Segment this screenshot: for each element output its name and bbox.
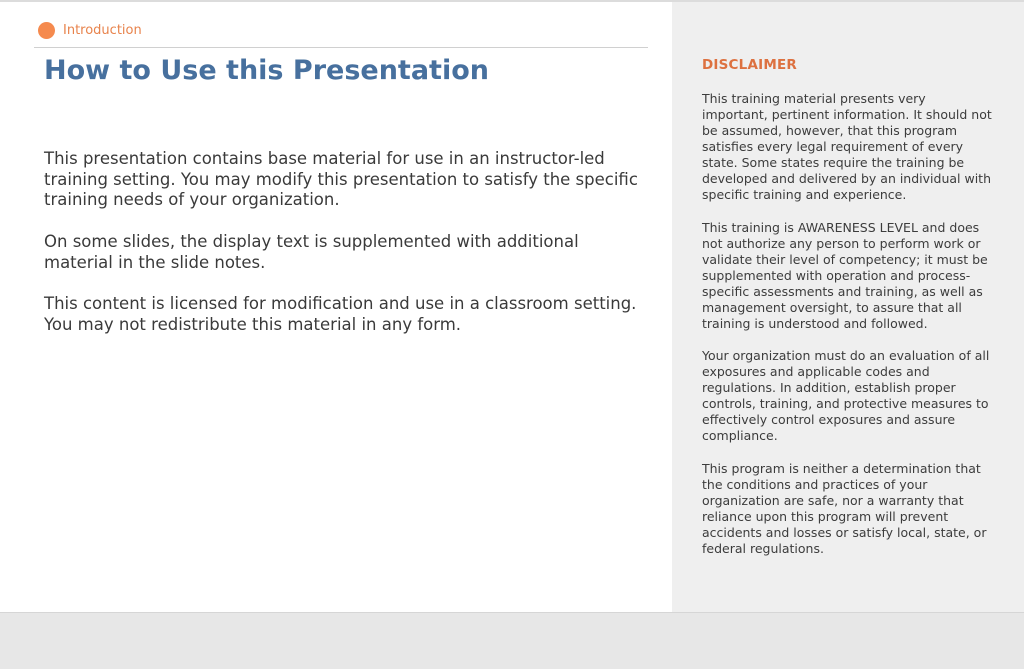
main-content xyxy=(0,2,672,612)
disclaimer-paragraph: This program is neither a determination that the conditions and practices of your organization are safe, nor a warranty that reliance upon this program will prevent accidents and losses or satisfy local, state, or federal regulations. xyxy=(702,460,987,556)
body-paragraph: This content is licensed for modification and use in a classroom setting. You may not redistribute this material in any form. xyxy=(44,293,637,334)
body-paragraph: This presentation contains base material for use in an instructor-led training setting. You may modify this presentation to satisfy the specific training needs of your organization. xyxy=(44,149,638,210)
body-paragraph: On some slides, the display text is supplemented with additional material in the slide notes. xyxy=(44,231,579,272)
section-label: Introduction xyxy=(63,23,142,38)
header-divider xyxy=(34,47,648,48)
disclaimer-sidebar xyxy=(672,2,1024,612)
disclaimer-title: DISCLAIMER xyxy=(702,57,797,73)
disclaimer-paragraph: This training is AWARENESS LEVEL and does not authorize any person to perform work or validate their level of competency; it must be supplemented with operation and process-specific assessments and training, as well as management oversight, to assure that all training is understood and followed. xyxy=(702,219,988,331)
disclaimer-paragraph: Your organization must do an evaluation of all exposures and applicable codes and regulations. In addition, establish proper controls, training, and protective measures to effectively control exposures and assure compliance. xyxy=(702,348,990,443)
page-title: How to Use this Presentation xyxy=(44,55,489,86)
section-bullet-icon xyxy=(38,22,55,39)
viewer-background xyxy=(0,612,1024,669)
disclaimer-paragraph: This training material presents very important, pertinent information. It should not be assumed, however, that this program satisfies every legal requirement of every state. Some states require the training be developed and delivered by an individual with specific training and experience. xyxy=(702,91,992,202)
disclaimer-body xyxy=(702,91,992,573)
body-text xyxy=(44,149,644,356)
